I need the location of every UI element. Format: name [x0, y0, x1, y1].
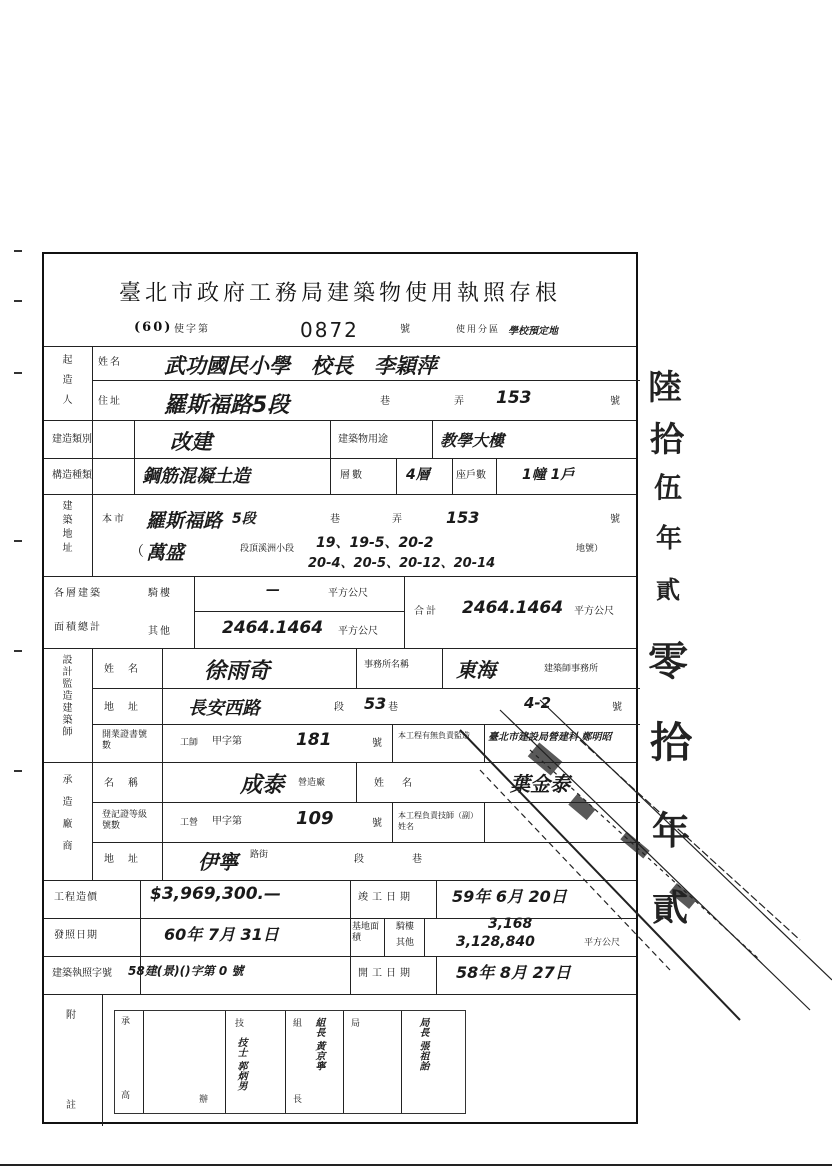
- build-structure-label: 構造種類: [52, 470, 92, 481]
- edge-mark: [14, 250, 22, 252]
- applicant-name-value: 武功國民小學 校長 李穎萍: [164, 354, 437, 378]
- site-city-label: 本市: [102, 514, 126, 525]
- rule: [44, 346, 636, 347]
- architect-supervisor-value: 臺北市建設局營建科 鄭明昭: [488, 732, 612, 743]
- remarks-label-top: 附: [66, 1010, 78, 1021]
- architect-reg-number: 181: [296, 730, 332, 750]
- architect-firm-label: 事務所名稱: [364, 660, 410, 670]
- contractor-name-label: 名稱: [104, 778, 152, 789]
- contractor-reg-grade: 甲字第: [212, 816, 242, 827]
- stamp-cell-8: 辦: [199, 1095, 209, 1105]
- rule: [424, 918, 425, 956]
- site-section-label: 建築地址: [60, 500, 71, 556]
- site-section-value: 5段: [232, 511, 256, 527]
- right-edge-char-0: 陸: [648, 368, 682, 408]
- architect-name-label: 姓名: [104, 664, 152, 675]
- area-total-value: 2464.1464: [462, 598, 564, 618]
- build-floors-value: 4層: [406, 467, 430, 483]
- applicant-number-value: 153: [496, 388, 532, 408]
- build-use-value: 教學大樓: [440, 431, 505, 450]
- rule: [194, 611, 404, 612]
- site-lot-label: 段頂溪洲小段: [240, 544, 295, 554]
- permit-label: 建築執照字號: [52, 968, 112, 979]
- rule: [44, 648, 636, 649]
- approval-stamp-box: [114, 1010, 466, 1114]
- right-edge-char-2: 伍: [654, 471, 683, 504]
- area-total-unit: 平方公尺: [574, 606, 614, 617]
- contractor-name-suffix: 營造廠: [298, 778, 326, 788]
- form-title: 臺北市政府工務局建築物使用執照存根: [118, 281, 561, 306]
- build-structure-value: 鋼筋混凝土造: [142, 466, 250, 487]
- rule: [330, 420, 331, 494]
- complete-label: 竣工日期: [358, 892, 414, 903]
- rule: [92, 346, 93, 494]
- remarks-label-bottom: 註: [66, 1100, 78, 1111]
- architect-firm-suffix: 建築師事務所: [544, 664, 599, 674]
- architect-number-label: 號: [612, 702, 624, 713]
- start-label: 開工日期: [358, 968, 414, 979]
- architect-address-section-label: 段: [334, 702, 346, 713]
- base-other-value: 3,128,840: [456, 934, 535, 950]
- rule: [343, 1011, 344, 1113]
- site-lots-line1: 19、19-5、20-2: [316, 535, 434, 551]
- stamp-cell-0: 承: [121, 1017, 131, 1027]
- architect-address-label: 地址: [104, 702, 152, 713]
- license-suffix: 號: [400, 324, 412, 335]
- architect-address-value: 長安西路: [188, 698, 260, 719]
- site-lots-line2: 20-4、20-5、20-12、20-14: [308, 556, 496, 571]
- contractor-person-value: 葉金泰: [510, 772, 570, 796]
- contractor-address-label: 地址: [104, 854, 152, 865]
- area-section-label-2: 面積總計: [54, 622, 102, 633]
- zone-value: 學校預定地: [508, 326, 558, 337]
- rule: [44, 576, 636, 577]
- rule: [285, 1011, 286, 1113]
- site-number-label: 號: [610, 514, 622, 525]
- rule: [143, 1011, 144, 1113]
- contractor-road-label: 路街: [250, 850, 269, 860]
- base-unit: 平方公尺: [584, 938, 621, 948]
- build-category-label: 建造類別: [52, 434, 92, 445]
- edge-mark: [14, 300, 22, 302]
- area-unit-1: 平方公尺: [328, 588, 368, 599]
- architect-number-value: 4-2: [524, 694, 552, 712]
- right-edge-char-7: 年: [652, 808, 691, 853]
- rule: [44, 420, 636, 421]
- contractor-section-label: 承造廠商: [60, 774, 71, 862]
- stamp-cell-4: 組長 黃京寧: [313, 1017, 324, 1071]
- rule: [194, 576, 195, 648]
- base-label: 基地面積: [352, 922, 380, 943]
- rule: [92, 380, 640, 381]
- area-other-label: 其他: [148, 626, 172, 637]
- site-district-value: 萬盛: [146, 542, 185, 564]
- area-arcade-label: 騎樓: [148, 588, 172, 599]
- rule: [102, 994, 103, 1126]
- cost-label: 工程造價: [54, 892, 98, 903]
- rule: [44, 458, 636, 459]
- zone-label: 使用分區: [456, 325, 501, 335]
- rule: [44, 494, 636, 495]
- rule: [496, 458, 497, 494]
- permit-value: 58建(景)()字第 0 號: [128, 964, 244, 978]
- applicant-number-label: 號: [610, 396, 622, 407]
- right-edge-char-4: 貳: [656, 575, 680, 604]
- stamp-cell-6: 局長 張祖詒: [417, 1017, 428, 1071]
- architect-reg-prefix: 工師: [180, 738, 199, 748]
- seal-diagonal-band: [460, 700, 832, 1020]
- site-lane-label: 巷: [330, 514, 342, 525]
- rule: [392, 724, 393, 762]
- edge-mark: [14, 650, 22, 652]
- base-arcade-label: 騎樓: [396, 922, 415, 932]
- license-prefix: (60): [134, 320, 173, 335]
- area-unit-2: 平方公尺: [338, 626, 378, 637]
- stamp-cell-7: 高: [121, 1091, 131, 1101]
- complete-value: 59年 6月 20日: [452, 887, 567, 906]
- architect-reg-grade: 甲字第: [212, 736, 242, 747]
- rule: [401, 1011, 402, 1113]
- rule: [404, 576, 405, 648]
- build-units-label: 座戶數: [456, 470, 486, 481]
- rule: [442, 648, 443, 688]
- site-land-prefix: （: [130, 544, 146, 560]
- right-edge-char-3: 年: [656, 524, 683, 554]
- contractor-lane-label: 巷: [412, 854, 424, 865]
- contractor-reg-label: 登記證等級號數: [102, 810, 148, 831]
- contractor-reg-number: 109: [296, 808, 334, 829]
- cost-value: $3,969,300.—: [150, 884, 282, 904]
- license-number: 0872: [300, 318, 359, 342]
- issue-value: 60年 7月 31日: [164, 925, 279, 944]
- site-lot-suffix: 地號）: [576, 544, 604, 554]
- issue-label: 發照日期: [54, 930, 98, 941]
- stamp-cell-9: 長: [293, 1095, 303, 1105]
- right-edge-char-1: 拾: [650, 420, 684, 460]
- right-edge-char-8: 貳: [652, 887, 689, 929]
- area-total-label: 合計: [414, 606, 438, 617]
- rule: [436, 956, 437, 994]
- stamp-cell-2: 技士 郭炳男: [235, 1037, 246, 1091]
- rule: [356, 762, 357, 802]
- applicant-alley-label: 弄: [454, 396, 466, 407]
- right-edge-char-5: 零: [648, 638, 688, 685]
- rule: [356, 648, 357, 688]
- area-section-label-1: 各層建築: [54, 588, 102, 599]
- contractor-person-label: 姓名: [374, 778, 430, 789]
- architect-lane-value: 53: [364, 694, 387, 713]
- contractor-address-value: 伊寧: [198, 850, 238, 874]
- stamp-cell-5: 局: [351, 1019, 361, 1029]
- applicant-name-label: 姓名: [98, 357, 122, 368]
- architect-supervisor-label: 本工程有無負責監造: [398, 731, 470, 740]
- area-arcade-value: —: [266, 582, 280, 598]
- applicant-address-label: 住址: [98, 396, 122, 407]
- architect-reg-suffix: 號: [372, 738, 384, 749]
- rule: [350, 880, 351, 994]
- right-edge-char-6: 拾: [650, 718, 693, 767]
- rule: [92, 648, 93, 880]
- license-word: 使字第: [174, 324, 210, 335]
- seal-impression: [440, 690, 832, 1030]
- applicant-section-label: 起造人: [60, 354, 71, 414]
- rule: [225, 1011, 226, 1113]
- contractor-tech-label: 本工程負責技師（副）姓名: [398, 811, 478, 831]
- architect-firm-value: 東海: [456, 658, 496, 682]
- rule: [134, 420, 135, 494]
- area-other-value: 2464.1464: [222, 618, 324, 638]
- architect-section-label: 設計監造建築師: [60, 654, 71, 738]
- rule: [436, 880, 437, 918]
- edge-mark: [14, 770, 22, 772]
- rule: [392, 802, 393, 842]
- contractor-reg-suffix: 號: [372, 818, 384, 829]
- contractor-name-value: 成泰: [240, 773, 285, 798]
- site-number-value: 153: [446, 508, 480, 527]
- rule: [452, 458, 453, 494]
- site-road-value: 羅斯福路: [146, 510, 223, 532]
- rule: [92, 688, 640, 689]
- edge-mark: [14, 540, 22, 542]
- base-arcade-value: 3,168: [488, 916, 533, 932]
- build-units-value: 1幢 1戶: [522, 467, 575, 483]
- stamp-cell-1: 技: [235, 1019, 245, 1029]
- stamp-cell-3: 組: [293, 1019, 303, 1029]
- applicant-lane-label: 巷: [380, 396, 392, 407]
- base-other-label: 其他: [396, 938, 415, 948]
- contractor-section-label2: 段: [354, 854, 366, 865]
- architect-reg-label: 開業證書號數: [102, 730, 148, 751]
- site-alley-label: 弄: [392, 514, 404, 525]
- architect-name-value: 徐雨奇: [204, 659, 271, 684]
- start-value: 58年 8月 27日: [456, 963, 571, 982]
- build-category-value: 改建: [170, 430, 212, 454]
- contractor-reg-prefix: 工營: [180, 818, 199, 828]
- bottom-rule: [0, 1164, 832, 1166]
- build-use-label: 建築物用途: [338, 434, 388, 445]
- architect-lane-label: 巷: [388, 702, 400, 713]
- rule: [92, 494, 93, 576]
- rule: [432, 420, 433, 458]
- rule: [396, 458, 397, 494]
- rule: [384, 918, 385, 956]
- rule: [162, 648, 163, 880]
- edge-mark: [14, 372, 22, 374]
- applicant-address-value: 羅斯福路5段: [164, 393, 290, 418]
- build-floors-label: 層數: [340, 470, 364, 481]
